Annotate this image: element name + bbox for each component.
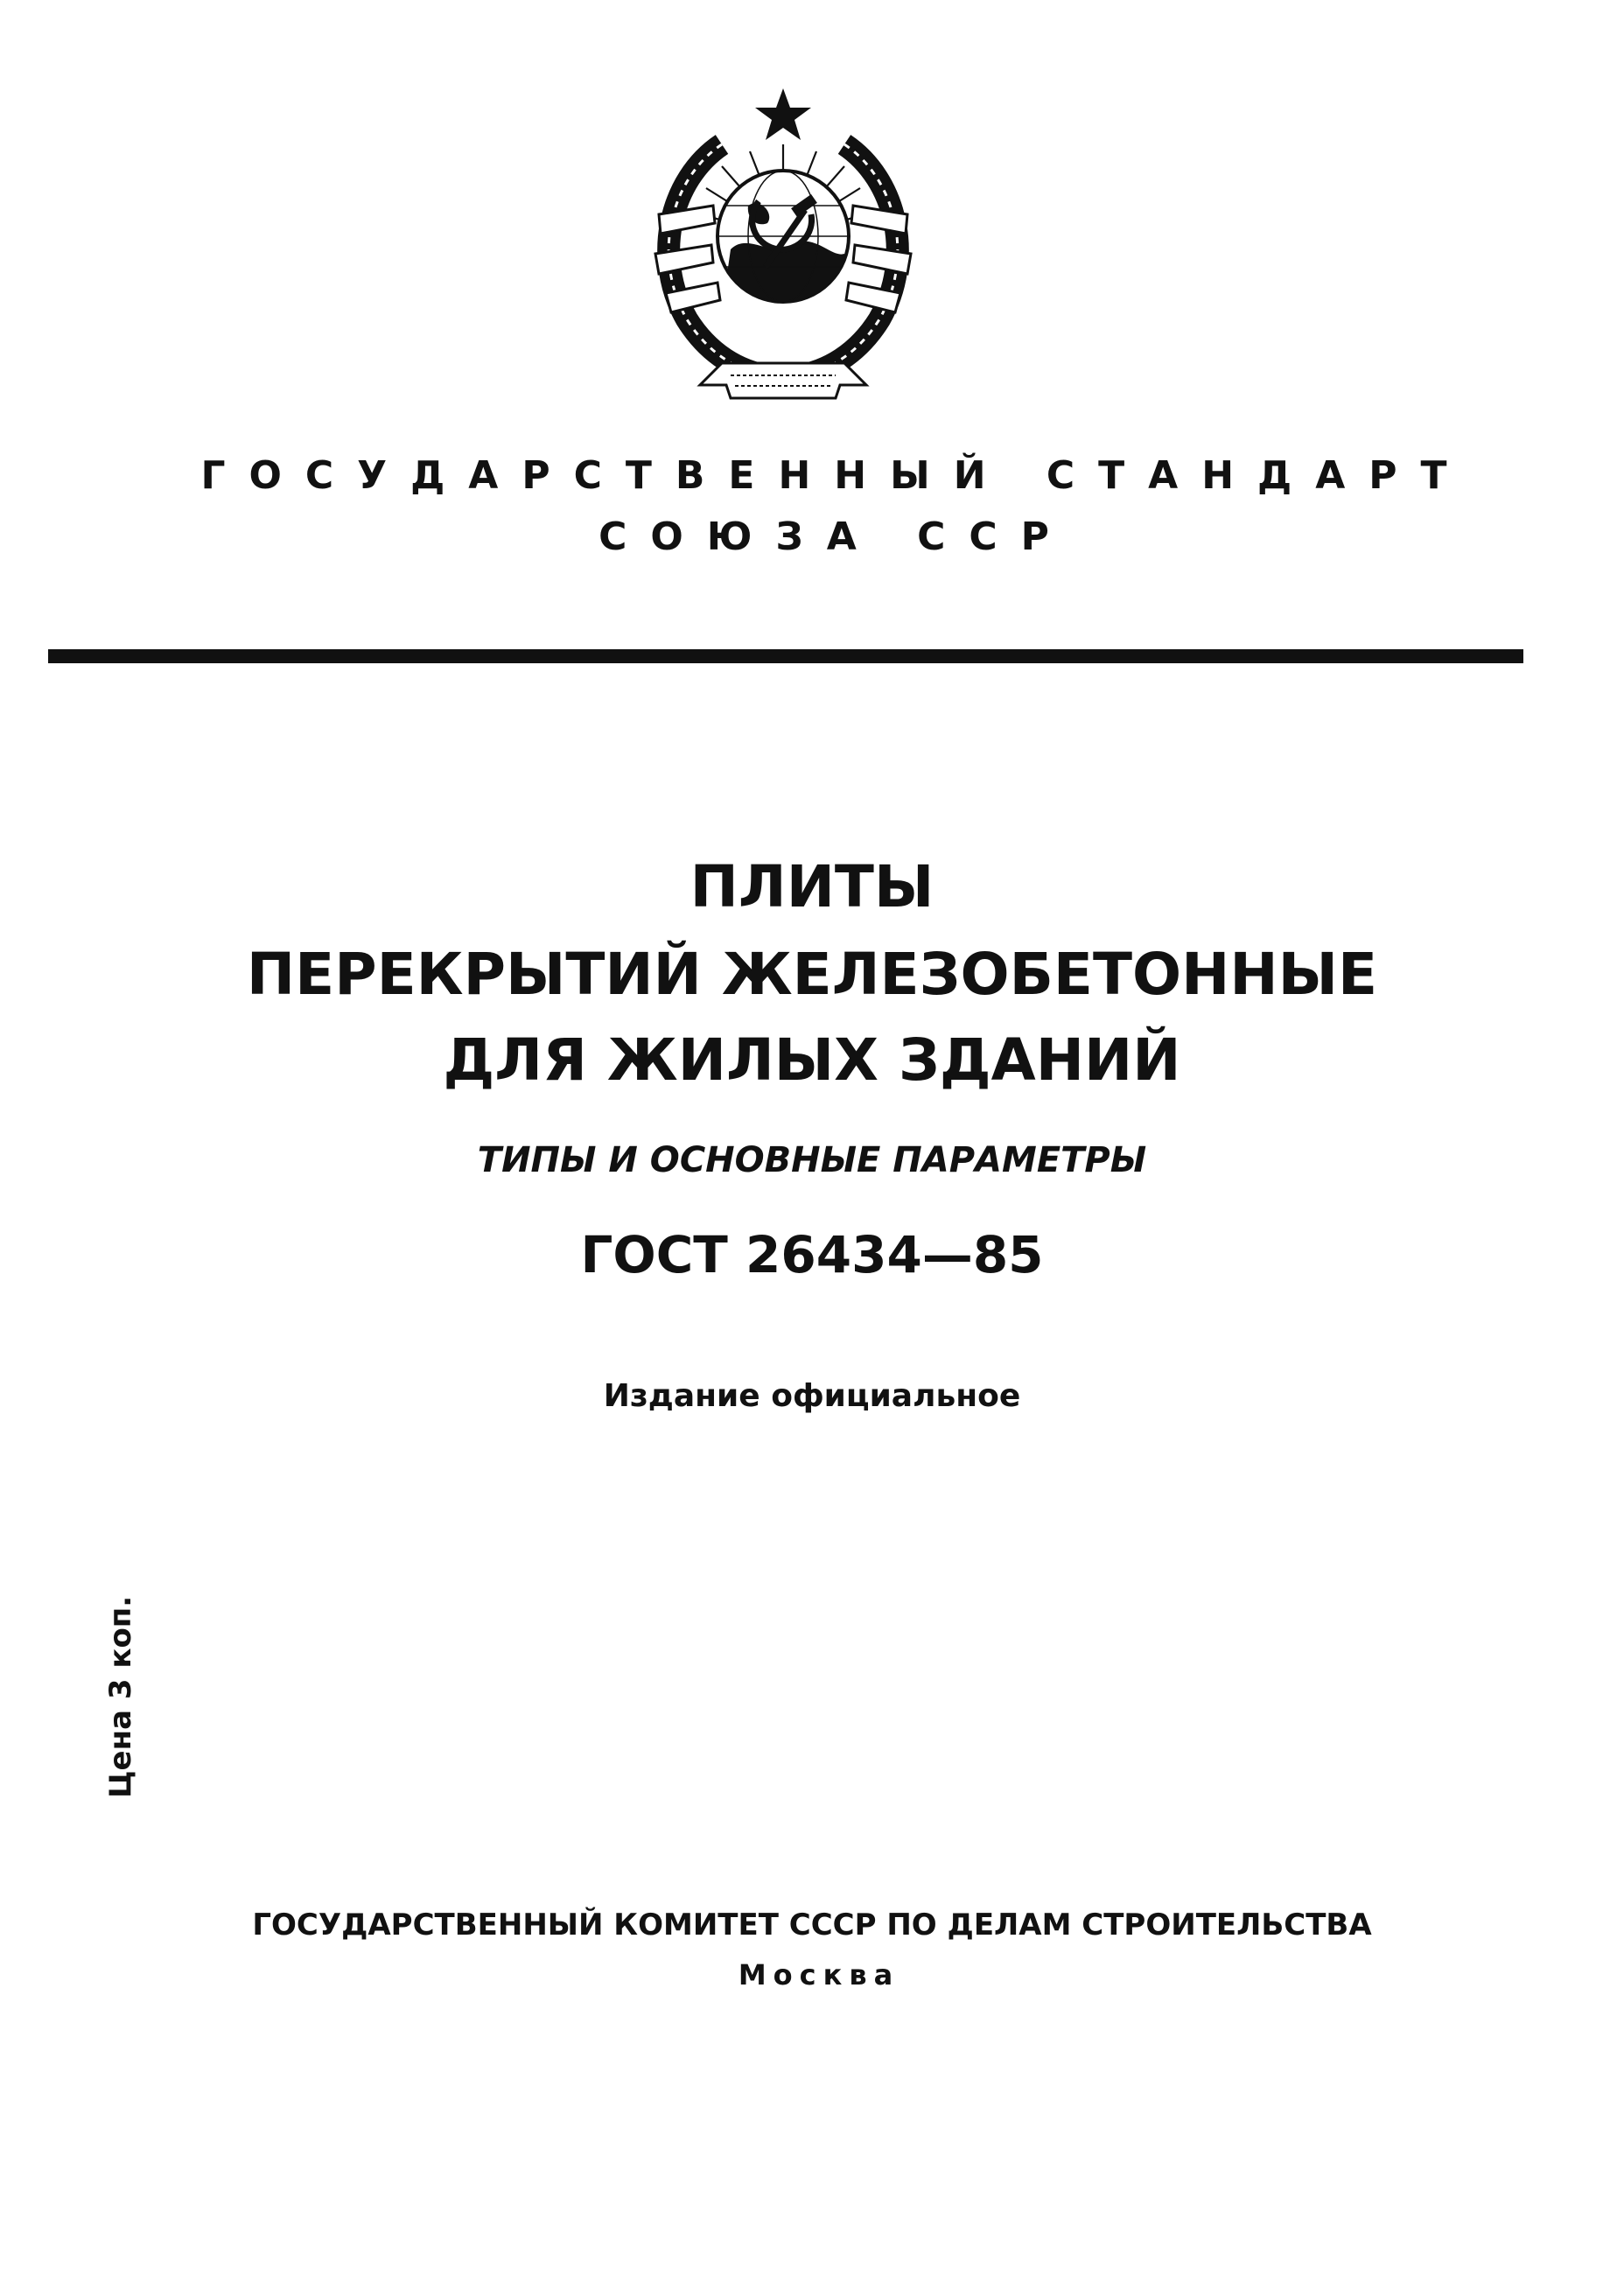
standard-number: ГОСТ 26434—85	[580, 1225, 1044, 1284]
header-line-1: ГОСУДАРСТВЕННЫЙ СТАНДАРТ	[200, 453, 1471, 498]
subtitle: ТИПЫ И ОСНОВНЫЕ ПАРАМЕТРЫ	[477, 1140, 1147, 1180]
ussr-state-emblem-icon	[617, 83, 949, 416]
price-label: Цена 3 коп.	[103, 1595, 138, 1798]
publisher-city: Москва	[738, 1958, 900, 1992]
title-line-1: ПЛИТЫ	[690, 853, 934, 920]
edition-label: Издание официальное	[603, 1378, 1021, 1414]
title-line-2: ПЕРЕКРЫТИЙ ЖЕЛЕЗОБЕТОННЫЕ	[246, 941, 1378, 1008]
horizontal-rule	[48, 649, 1523, 663]
title-line-3: ДЛЯ ЖИЛЫХ ЗДАНИЙ	[443, 1026, 1181, 1094]
publisher-name: ГОСУДАРСТВЕННЫЙ КОМИТЕТ СССР ПО ДЕЛАМ СТРОИТЕЛЬСТВА	[252, 1908, 1372, 1942]
header-line-2: СОЮЗА ССР	[598, 514, 1073, 559]
